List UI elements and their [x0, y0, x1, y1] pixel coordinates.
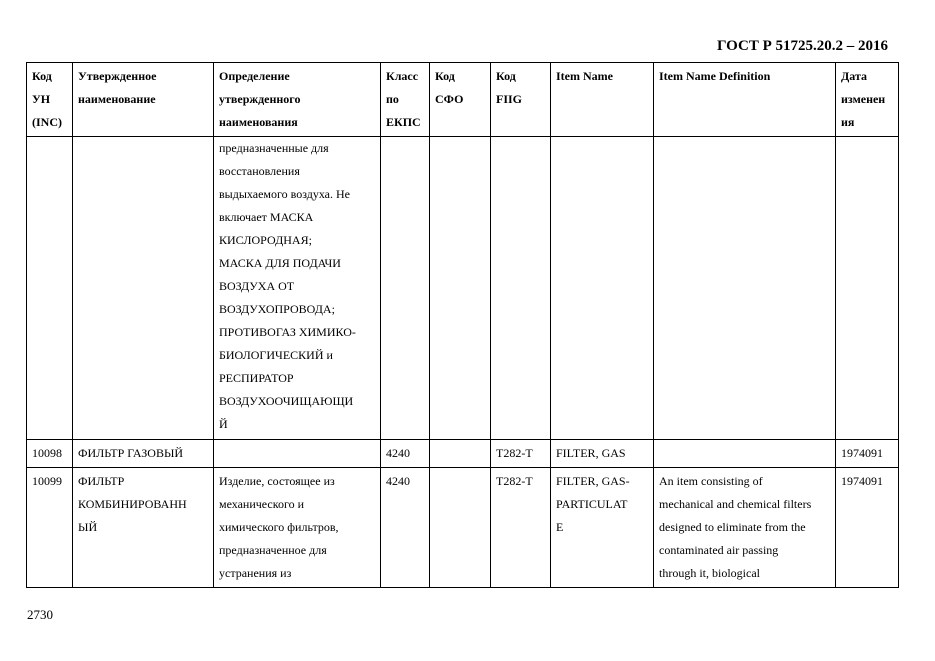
- item-name-table: [26, 62, 899, 588]
- cell-sfo: [430, 137, 491, 440]
- cell-item-name: [551, 137, 654, 440]
- cell-definition: Изделие, состоящее из механического и химического фильтров, предназначенное для устранения из: [214, 468, 381, 588]
- table-header-row: [27, 63, 899, 137]
- cell-fiig: [491, 137, 551, 440]
- table-row: [27, 137, 899, 440]
- cell-name: ФИЛЬТР КОМБИНИРОВАНН ЫЙ: [73, 468, 214, 588]
- column-header-item-name: Item Name: [551, 63, 654, 137]
- column-header-fiig: Код FIIG: [491, 63, 551, 137]
- cell-item-definition: An item consisting of mechanical and chemical filters designed to eliminate from the contaminated air passing through it, biological: [654, 468, 836, 588]
- column-header-class: Класс по ЕКПС: [381, 63, 430, 137]
- cell-class: [381, 137, 430, 440]
- cell-definition: [214, 440, 381, 468]
- column-header-inc: Код УН (INC): [27, 63, 73, 137]
- cell-sfo: [430, 440, 491, 468]
- table-row: [27, 468, 899, 588]
- cell-name: [73, 137, 214, 440]
- cell-item-name: FILTER, GAS- PARTICULAT E: [551, 468, 654, 588]
- cell-class: 4240: [381, 468, 430, 588]
- cell-definition: предназначенные для восстановления выдыхаемого воздуха. Не включает МАСКА КИСЛОРОДНАЯ; МАСКА ДЛЯ ПОДАЧИ ВОЗДУХА ОТ ВОЗДУХОПРОВОДА; ПРОТИВОГАЗ ХИМИКО- БИОЛОГИЧЕСКИЙ и РЕСПИРАТОР ВОЗДУХООЧИЩАЮЩИ Й: [214, 137, 381, 440]
- column-header-item-name-definition: Item Name Definition: [654, 63, 836, 137]
- page-number: 2730: [27, 607, 53, 622]
- cell-date: 1974091: [836, 468, 899, 588]
- column-header-sfo: Код СФО: [430, 63, 491, 137]
- cell-fiig: T282-T: [491, 468, 551, 588]
- cell-fiig: T282-T: [491, 440, 551, 468]
- cell-sfo: [430, 468, 491, 588]
- cell-inc: [27, 137, 73, 440]
- cell-inc: 10099: [27, 468, 73, 588]
- column-header-change-date: Дата изменен ия: [836, 63, 899, 137]
- cell-item-definition: [654, 440, 836, 468]
- cell-date: 1974091: [836, 440, 899, 468]
- cell-date: [836, 137, 899, 440]
- column-header-definition: Определение утвержденного наименования: [214, 63, 381, 137]
- table-row: [27, 440, 899, 468]
- cell-class: 4240: [381, 440, 430, 468]
- document-code-header: ГОСТ Р 51725.20.2 – 2016: [716, 38, 888, 54]
- cell-item-definition: [654, 137, 836, 440]
- cell-name: ФИЛЬТР ГАЗОВЫЙ: [73, 440, 214, 468]
- cell-item-name: FILTER, GAS: [551, 440, 654, 468]
- column-header-approved-name: Утвержденное наименование: [73, 63, 214, 137]
- cell-inc: 10098: [27, 440, 73, 468]
